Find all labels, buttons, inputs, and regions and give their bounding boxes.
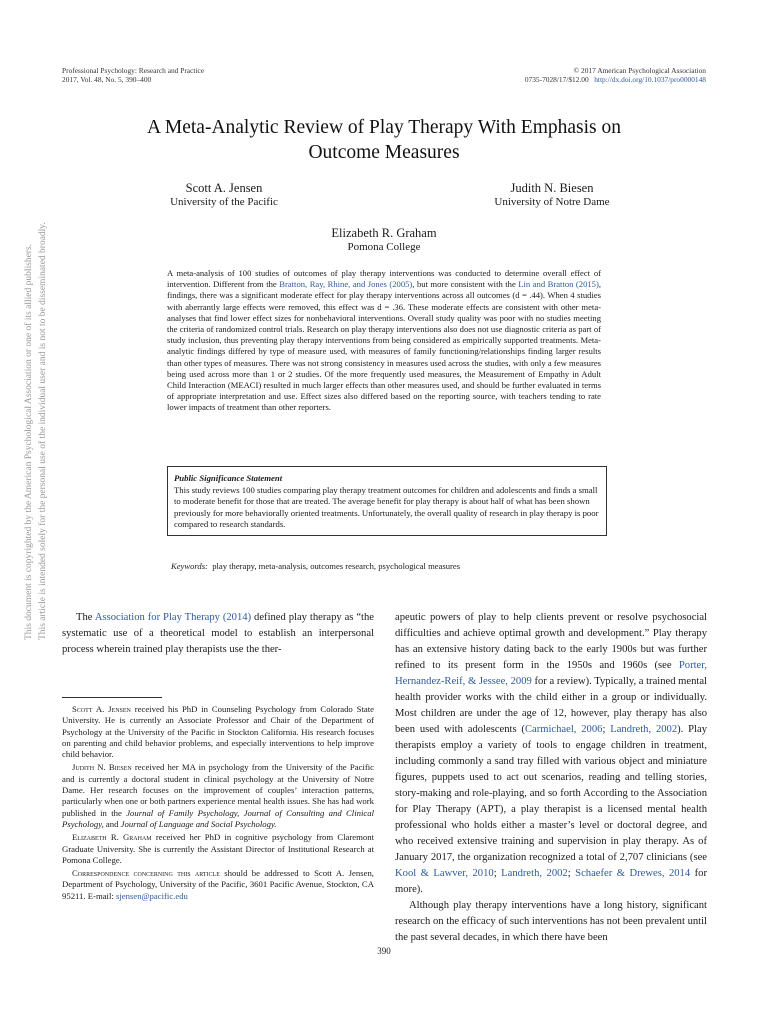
footnote-correspondence — [62, 868, 374, 902]
citation-link[interactable]: Schaefer & Drewes, 2014 — [575, 868, 691, 879]
footnote-divider — [62, 697, 162, 698]
author-3 — [284, 226, 484, 254]
body-text: ). Play therapists employ a variety of tools to engage children in treatment, including commonly a sand tray filled with various object and miniature figures, puppets used to act out scenarios, reading and telling stories, story-making and role-playing, and so forth According to the Association for Play Therapy (APT), a play therapist is a licensed mental health professional who holds either a master’s level or doctoral degree, and who received extensive training and supervision in play therapy. As of January 2017, the organization recognized a total of 2,707 clinicians (see — [395, 724, 708, 863]
keywords-label: Keywords: — [171, 561, 208, 571]
footnote-biesen — [62, 762, 374, 830]
body-text: ; — [602, 724, 611, 735]
keywords-text: play therapy, meta-analysis, outcomes research, psychological measures — [212, 561, 461, 571]
significance-text: This study reviews 100 studies comparing play therapy treatment outcomes for children and adolescents and finds a small to moderate benefit for those that are treated. The average benefit for play therapy is about half of what has been shown previously for more behaviorally oriented treatments. Unfortunately, the overall quality of research in play therapy is poor compared to research standards. — [174, 485, 599, 529]
citation-link[interactable]: Landreth, 2002 — [501, 868, 568, 879]
title-line-1: A Meta-Analytic Review of Play Therapy With Emphasis on — [147, 117, 621, 138]
footnote-text: received her PhD in cognitive psychology from Claremont Graduate University. She is currently the Assistant Director of Institutional Research at Pomona College. — [62, 832, 374, 865]
citation-link[interactable]: Kool & Lawver, 2010 — [395, 868, 494, 879]
author-1 — [144, 181, 304, 209]
side-notice-line-2: This article is intended solely for the personal use of the individual user and is not to be disseminated broadly. — [38, 222, 48, 640]
abstract-text: , findings, there was a significant moderate effect for play therapy interventions across all outcomes (d = .44). When 4 studies with aberrantly large effects were removed, this effect was d = .36. These moderate effects are consistent with other meta-analyses that find lower effect sizes for nonbehavioral interventions. Overall study quality was poor with no studies meeting the criteria of randomized control trials. Research on play therapy interventions also does not use diagnostic criteria as part of study inclusion, thus preventing play therapy interventions from being considered as empirically supported treatments. Meta-analytic findings differed by type of measure used, with measures of family functioning/relationships finding larger results than other types of measures. There was not strong consistency in measures used across the studies, with only a few measures being used across more than 1 or 2 studies. Of the more frequently used measures, the Measurement of Empathy in Adult Child Interaction (MEACI) resulted in much larger effects than other measures used, and should be further evaluated in terms of appropriate interpretation and use. Effect sizes also differed based on the reporting source, with teachers tending to rate lower impacts of treatment than other reporters. — [167, 279, 601, 413]
public-significance-box — [167, 466, 607, 536]
doi-link[interactable]: http://dx.doi.org/10.1037/pro0000148 — [594, 75, 706, 84]
author-name: Elizabeth R. Graham — [331, 226, 437, 240]
issn: 0735-7028/17/$12.00 — [524, 75, 589, 84]
author-2 — [472, 181, 632, 209]
footnote-jensen — [62, 704, 374, 760]
issn-doi-line — [525, 75, 706, 84]
footnote-label: Correspondence concerning this article — [72, 868, 220, 879]
citation-link[interactable]: Bratton, Ray, Rhine, and Jones (2005) — [279, 279, 413, 290]
journal-header — [62, 66, 204, 84]
side-notice-line-1: This document is copyrighted by the American Psychological Association or one of its allied publishers. — [24, 243, 34, 640]
body-text: for a review). Typically, a trained mental health provider works with the child either in a group or individually. Most children are under the age of 12, however, play therapy has also been used with adolescents ( — [395, 676, 707, 735]
article-title — [62, 115, 706, 165]
body-text: The — [76, 612, 95, 623]
email-link[interactable]: sjensen@pacific.edu — [115, 890, 188, 901]
footnote-author: Elizabeth R. Graham — [72, 832, 152, 843]
footnote-graham — [62, 832, 374, 866]
abstract — [167, 268, 601, 414]
copyright-notice: © 2017 American Psychological Association — [573, 66, 706, 75]
footnote-journals: Journal of Family Psychology, Journal of Consulting and Clinical Psychology, — [62, 807, 374, 829]
citation-link[interactable]: Carmichael, 2006 — [524, 724, 603, 735]
citation-link[interactable]: Lin and Bratton (2015) — [518, 279, 599, 290]
title-line-2: Outcome Measures — [308, 142, 460, 163]
author-affiliation: Pomona College — [347, 241, 421, 253]
significance-title: Public Significance Statement — [174, 473, 283, 483]
footnote-author: Judith N. Biesen — [72, 762, 132, 773]
citation-link[interactable]: Landreth, 2002 — [610, 724, 678, 735]
body-paragraph — [395, 610, 707, 898]
body-text: for more). — [395, 868, 708, 895]
abstract-text: , but more consistent with the — [412, 279, 519, 290]
author-name: Scott A. Jensen — [185, 181, 263, 195]
footnote-text: should be addressed to Scott A. Jensen, Department of Psychology, University of the Pacific, 3601 Pacific Avenue, Stockton, CA 95211. E-mail: — [62, 868, 374, 901]
body-text: ; — [493, 868, 502, 879]
keywords — [171, 561, 460, 571]
copyright-header — [525, 66, 706, 84]
footnote-text: and — [103, 818, 121, 829]
body-column-right — [395, 610, 707, 946]
body-text: defined play therapy as “the systematic use of a theoretical model to establish an interpersonal process wherein trained play therapists use the ther- — [62, 612, 374, 655]
body-text: apeutic powers of play to help clients prevent or resolve psychosocial difficulties and achieve optimal growth and development.” Play therapy has an extensive history dating back to the early 1900s but was further refined to its present form in the 1950s and 1960s (see — [395, 612, 707, 671]
journal-name: Professional Psychology: Research and Practice — [62, 66, 205, 75]
body-paragraph: Although play therapy interventions have a long history, significant research on the efficacy of such interventions has not been prevalent until the past several decades, in which there have been — [395, 900, 707, 943]
footnote-text: received her MA in psychology from the University of the Pacific and is currently a doctoral student in clinical psychology at the University of Notre Dame. Her research focuses on the improvement of couples’ interaction patterns, particularly when one or both partners experience mental health issues. She has had work published in the — [62, 762, 374, 818]
footnote-author: Scott A. Jensen — [72, 704, 131, 714]
author-affiliation: University of Notre Dame — [494, 196, 610, 208]
abstract-text: A meta-analysis of 100 studies of outcomes of play therapy interventions was conducted to determine overall effect of intervention. Different from the — [167, 268, 601, 290]
body-paragraph — [62, 610, 374, 658]
author-name: Judith N. Biesen — [510, 181, 594, 195]
citation-link[interactable]: Porter, Hernandez-Reif, & Jessee, 2009 — [395, 660, 707, 687]
author-notes — [62, 704, 374, 904]
footnote-text: received his PhD in Counseling Psychology from Colorado State University. He is currently an Associate Professor and Chair of the Department of Psychology at the University of the Pacific in Stockton California. His research focuses on parenting and child behavior problems, and especially interventions to help improve child behavior. — [62, 704, 374, 760]
body-column-left — [62, 610, 374, 658]
journal-volume: 2017, Vol. 48, No. 5, 390–400 — [62, 75, 152, 84]
citation-link[interactable]: Association for Play Therapy (2014) — [94, 612, 252, 623]
body-text: ; — [567, 868, 576, 879]
author-affiliation: University of the Pacific — [170, 196, 278, 208]
footnote-journal: Journal of Language and Social Psychology. — [120, 818, 277, 829]
page-number: 390 — [377, 946, 391, 956]
